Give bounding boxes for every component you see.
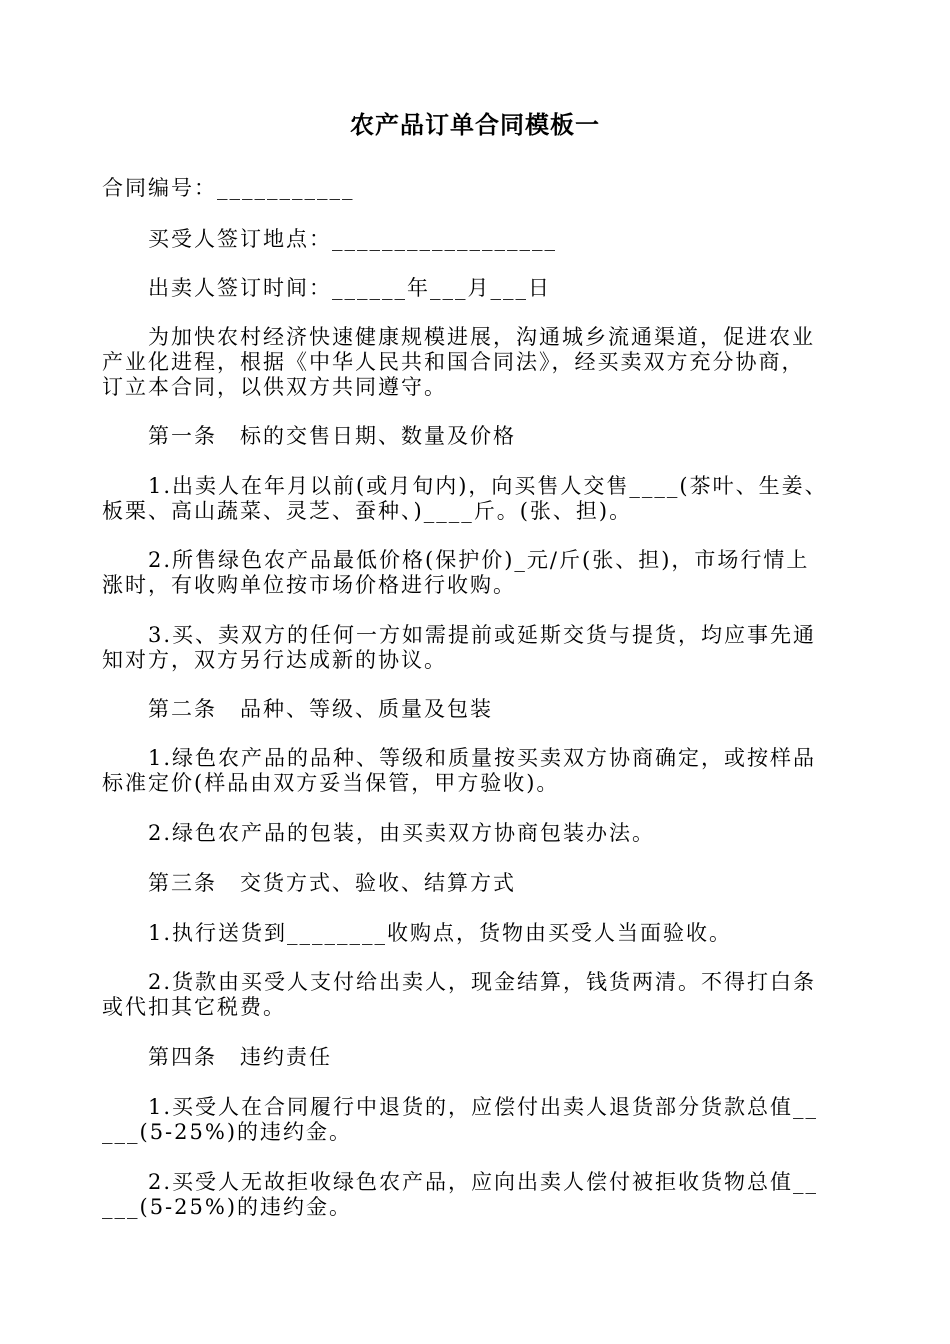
article-2-clause-1 — [102, 746, 872, 796]
paragraph-line: 为加快农村经济快速健康规模进展，沟通城乡流通渠道，促进农业 — [148, 325, 815, 349]
article-1-clause-2 — [102, 548, 872, 598]
seller-sign-time-line: 出卖人签订时间：______年___月___日 — [148, 276, 551, 300]
paragraph-line: 2.所售绿色农产品最低价格(保护价)_元/斤(张、担)，市场行情上 — [148, 548, 810, 572]
paragraph-line: 产业化进程，根据《中华人民共和国合同法》，经买卖双方充分协商， — [102, 350, 805, 374]
article-3-clause-2 — [102, 970, 872, 1020]
article-2-clause-2: 2.绿色农产品的包装，由买卖双方协商包装办法。 — [148, 821, 656, 845]
article-4-clause-1 — [102, 1095, 872, 1145]
paragraph-line: 3.买、卖双方的任何一方如需提前或延斯交货与提货，均应事先通 — [148, 623, 817, 647]
article-1-clause-3 — [102, 623, 872, 673]
paragraph-line: ___(5-25%)的违约金。 — [102, 1120, 353, 1144]
paragraph-line: 涨时，有收购单位按市场价格进行收购。 — [102, 573, 516, 597]
article-3-heading: 第三条 交货方式、验收、结算方式 — [148, 871, 516, 895]
paragraph-line: 1.出卖人在年月以前(或月旬内)，向买售人交售____(茶叶、生姜、 — [148, 474, 828, 498]
article-2-heading: 第二条 品种、等级、质量及包装 — [148, 697, 493, 721]
paragraph-line: 知对方，双方另行达成新的协议。 — [102, 648, 447, 672]
buyer-sign-location-line: 买受人签订地点：__________________ — [148, 227, 557, 251]
article-1-heading: 第一条 标的交售日期、数量及价格 — [148, 424, 516, 448]
paragraph-line: 订立本合同，以供双方共同遵守。 — [102, 375, 447, 399]
article-4-heading: 第四条 违约责任 — [148, 1045, 332, 1069]
paragraph-line: 2.货款由买受人支付给出卖人，现金结算，钱货两清。不得打白条 — [148, 970, 817, 994]
article-4-clause-2 — [102, 1170, 872, 1220]
paragraph-line: ___(5-25%)的违约金。 — [102, 1195, 353, 1219]
paragraph-line: 1.绿色农产品的品种、等级和质量按买卖双方协商确定，或按样品 — [148, 746, 817, 770]
paragraph-line: 或代扣其它税费。 — [102, 995, 286, 1019]
article-1-clause-1 — [102, 474, 872, 524]
paragraph-line: 1.买受人在合同履行中退货的，应偿付出卖人退货部分货款总值__ — [148, 1095, 819, 1119]
article-3-clause-1: 1.执行送货到________收购点，货物由买受人当面验收。 — [148, 921, 733, 945]
preamble-paragraph — [102, 325, 872, 400]
paragraph-line: 2.买受人无故拒收绿色农产品，应向出卖人偿付被拒收货物总值__ — [148, 1170, 819, 1194]
contract-number-line: 合同编号：___________ — [102, 176, 355, 200]
document-title: 农产品订单合同模板一 — [350, 111, 600, 139]
paragraph-line: 板栗、高山蔬菜、灵芝、蚕种、)____斤。(张、担)。 — [102, 499, 633, 523]
paragraph-line: 标准定价(样品由双方妥当保管，甲方验收)。 — [102, 771, 560, 795]
